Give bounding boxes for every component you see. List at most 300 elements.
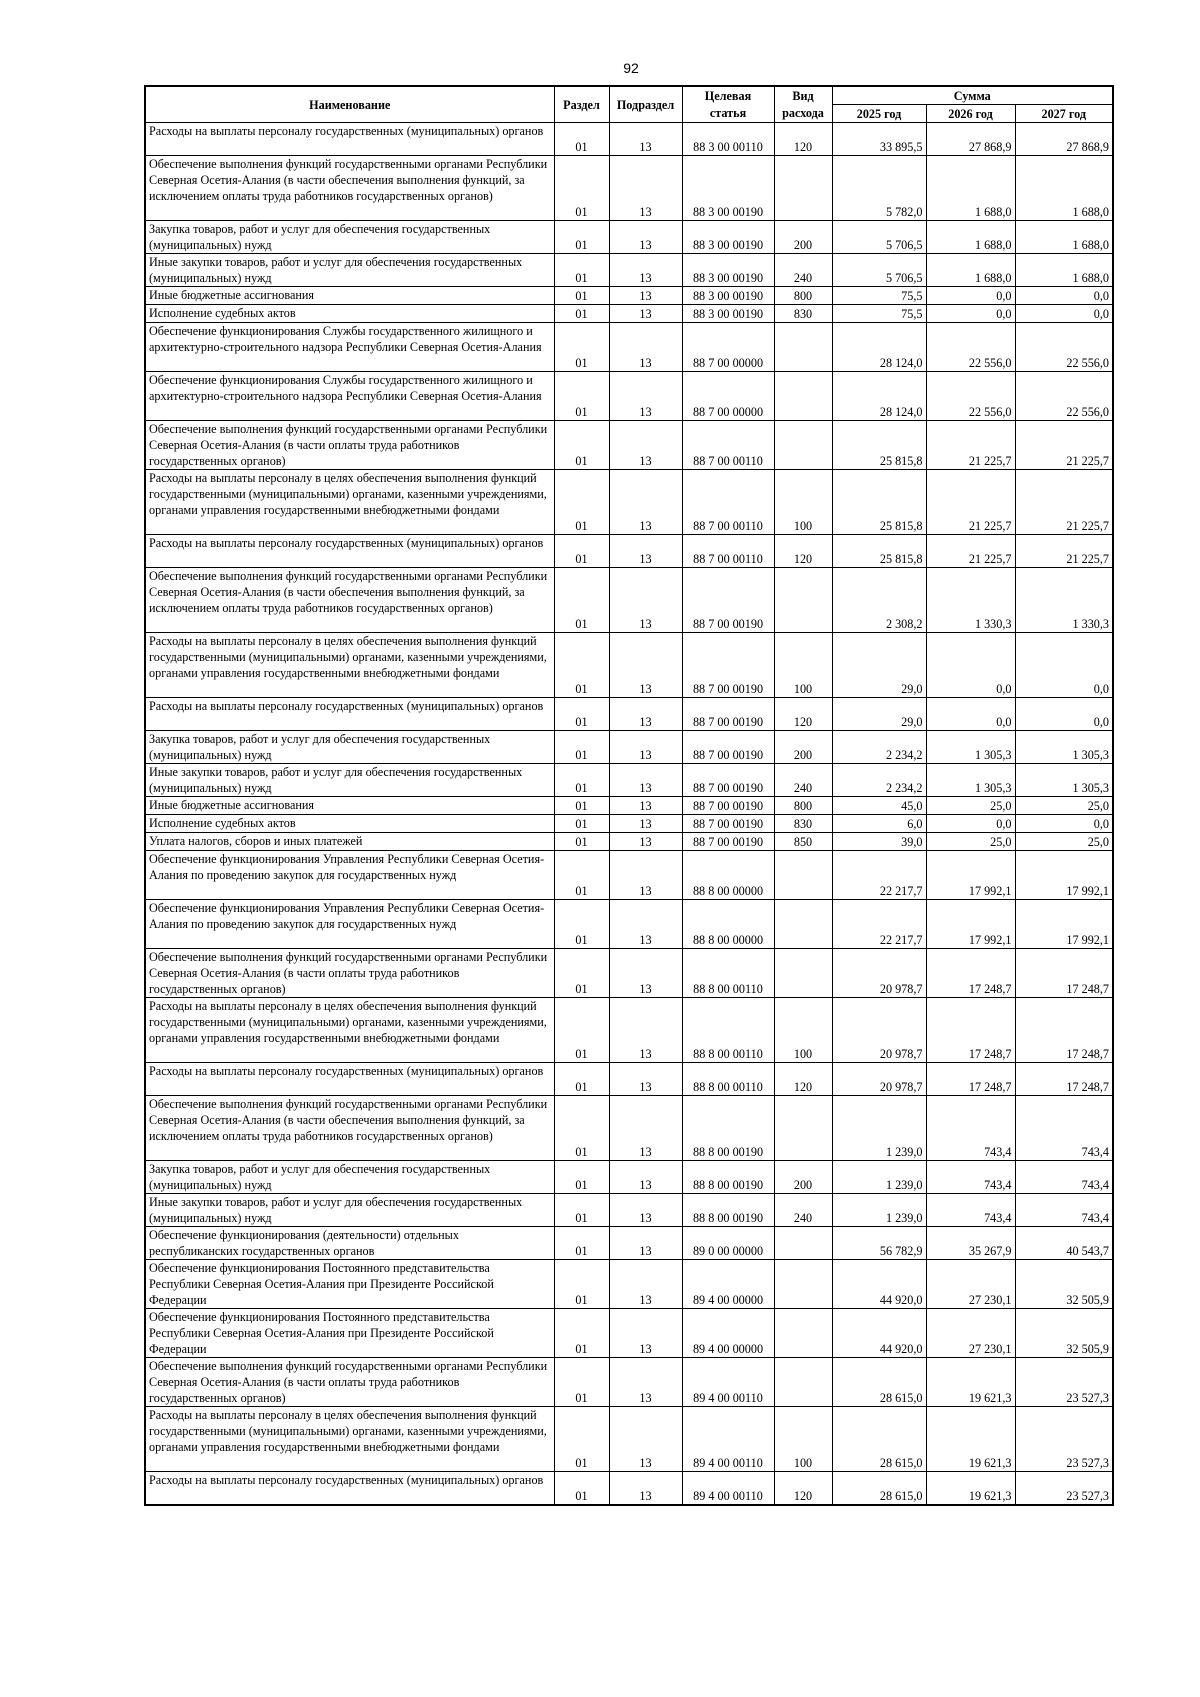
table-row: [145, 254, 1113, 287]
table-row: [145, 568, 1113, 633]
cell-subsection: 13: [609, 1227, 682, 1260]
cell-sum-2025: 6,0: [832, 815, 926, 833]
cell-subsection: 13: [609, 815, 682, 833]
cell-expense-type: 240: [774, 1194, 832, 1227]
cell-target-article: 88 7 00 00190: [682, 815, 774, 833]
cell-target-article: 88 7 00 00000: [682, 323, 774, 372]
cell-sum-2025: 56 782,9: [832, 1227, 926, 1260]
header-expense-type: Вид расхода: [774, 86, 832, 123]
cell-section: 01: [554, 949, 609, 998]
table-body: [145, 123, 1113, 1506]
cell-name: Иные бюджетные ассигнования: [145, 287, 554, 305]
cell-sum-2027: 32 505,9: [1015, 1260, 1113, 1309]
cell-section: 01: [554, 156, 609, 221]
cell-name: Иные бюджетные ассигнования: [145, 797, 554, 815]
cell-sum-2027: 23 527,3: [1015, 1472, 1113, 1506]
cell-sum-2027: 25,0: [1015, 797, 1113, 815]
cell-target-article: 88 8 00 00110: [682, 998, 774, 1063]
cell-sum-2027: 0,0: [1015, 633, 1113, 698]
cell-sum-2025: 22 217,7: [832, 851, 926, 900]
table-row: [145, 1194, 1113, 1227]
cell-sum-2025: 75,5: [832, 305, 926, 323]
cell-subsection: 13: [609, 1472, 682, 1506]
cell-sum-2026: 1 330,3: [926, 568, 1015, 633]
cell-name: Обеспечение функционирования Управления Республики Северная Осетия-Алания по проведению закупок для государственных нужд: [145, 900, 554, 949]
cell-sum-2027: 0,0: [1015, 815, 1113, 833]
cell-sum-2025: 25 815,8: [832, 421, 926, 470]
cell-sum-2025: 20 978,7: [832, 1063, 926, 1096]
header-subsection: Подраздел: [609, 86, 682, 123]
cell-sum-2027: 1 688,0: [1015, 221, 1113, 254]
cell-sum-2027: 17 992,1: [1015, 900, 1113, 949]
cell-sum-2025: 1 239,0: [832, 1096, 926, 1161]
cell-expense-type: [774, 156, 832, 221]
cell-name: Иные закупки товаров, работ и услуг для обеспечения государственных (муниципальных) нужд: [145, 1194, 554, 1227]
cell-sum-2026: 743,4: [926, 1096, 1015, 1161]
cell-expense-type: 100: [774, 470, 832, 535]
cell-sum-2026: 17 992,1: [926, 851, 1015, 900]
cell-name: Обеспечение выполнения функций государственными органами Республики Северная Осетия-Алания (в части оплаты труда работников государственных органов): [145, 949, 554, 998]
cell-sum-2026: 22 556,0: [926, 323, 1015, 372]
cell-subsection: 13: [609, 731, 682, 764]
cell-target-article: 88 7 00 00190: [682, 731, 774, 764]
cell-target-article: 89 4 00 00000: [682, 1260, 774, 1309]
cell-sum-2025: 25 815,8: [832, 535, 926, 568]
cell-name: Закупка товаров, работ и услуг для обеспечения государственных (муниципальных) нужд: [145, 731, 554, 764]
table-row: [145, 949, 1113, 998]
cell-sum-2025: 44 920,0: [832, 1260, 926, 1309]
header-name: Наименование: [145, 86, 554, 123]
cell-expense-type: 100: [774, 633, 832, 698]
cell-sum-2027: 27 868,9: [1015, 123, 1113, 156]
cell-target-article: 88 8 00 00190: [682, 1096, 774, 1161]
cell-expense-type: 120: [774, 123, 832, 156]
cell-target-article: 89 4 00 00110: [682, 1407, 774, 1472]
cell-subsection: 13: [609, 1161, 682, 1194]
header-year-2026: 2026 год: [926, 105, 1015, 123]
cell-subsection: 13: [609, 254, 682, 287]
cell-name: Обеспечение выполнения функций государственными органами Республики Северная Осетия-Алания (в части обеспечения выполнения функций, за исключением оплаты труда работников государственных органов): [145, 1096, 554, 1161]
cell-target-article: 88 8 00 00000: [682, 851, 774, 900]
cell-section: 01: [554, 731, 609, 764]
cell-section: 01: [554, 1063, 609, 1096]
cell-sum-2025: 20 978,7: [832, 998, 926, 1063]
cell-sum-2026: 0,0: [926, 305, 1015, 323]
cell-sum-2025: 29,0: [832, 698, 926, 731]
cell-target-article: 88 7 00 00190: [682, 698, 774, 731]
cell-subsection: 13: [609, 568, 682, 633]
table-row: [145, 731, 1113, 764]
table-row: [145, 900, 1113, 949]
cell-sum-2026: 19 621,3: [926, 1407, 1015, 1472]
cell-expense-type: [774, 1309, 832, 1358]
cell-sum-2027: 1 688,0: [1015, 254, 1113, 287]
cell-subsection: 13: [609, 1096, 682, 1161]
cell-section: 01: [554, 833, 609, 851]
cell-sum-2025: 2 308,2: [832, 568, 926, 633]
cell-subsection: 13: [609, 372, 682, 421]
cell-name: Исполнение судебных актов: [145, 305, 554, 323]
cell-expense-type: 240: [774, 764, 832, 797]
cell-sum-2027: 0,0: [1015, 305, 1113, 323]
cell-sum-2025: 5 706,5: [832, 221, 926, 254]
cell-name: Иные закупки товаров, работ и услуг для обеспечения государственных (муниципальных) нужд: [145, 764, 554, 797]
cell-expense-type: 830: [774, 305, 832, 323]
cell-subsection: 13: [609, 323, 682, 372]
cell-sum-2026: 21 225,7: [926, 535, 1015, 568]
cell-subsection: 13: [609, 421, 682, 470]
cell-name: Закупка товаров, работ и услуг для обеспечения государственных (муниципальных) нужд: [145, 221, 554, 254]
cell-sum-2026: 1 688,0: [926, 254, 1015, 287]
cell-section: 01: [554, 568, 609, 633]
cell-sum-2025: 28 615,0: [832, 1407, 926, 1472]
cell-subsection: 13: [609, 305, 682, 323]
cell-section: 01: [554, 1260, 609, 1309]
cell-section: 01: [554, 1096, 609, 1161]
table-row: [145, 797, 1113, 815]
cell-sum-2025: 1 239,0: [832, 1161, 926, 1194]
cell-expense-type: [774, 1358, 832, 1407]
cell-subsection: 13: [609, 698, 682, 731]
cell-expense-type: 200: [774, 731, 832, 764]
cell-expense-type: [774, 1096, 832, 1161]
cell-sum-2026: 21 225,7: [926, 421, 1015, 470]
cell-name: Обеспечение функционирования Службы государственного жилищного и архитектурно-строительного надзора Республики Северная Осетия-Алания: [145, 323, 554, 372]
cell-expense-type: [774, 1260, 832, 1309]
table-row: [145, 1358, 1113, 1407]
cell-section: 01: [554, 1407, 609, 1472]
cell-sum-2027: 23 527,3: [1015, 1407, 1113, 1472]
cell-name: Расходы на выплаты персоналу государственных (муниципальных) органов: [145, 698, 554, 731]
cell-subsection: 13: [609, 998, 682, 1063]
cell-name: Исполнение судебных актов: [145, 815, 554, 833]
table-row: [145, 1260, 1113, 1309]
cell-section: 01: [554, 372, 609, 421]
cell-target-article: 88 7 00 00110: [682, 535, 774, 568]
cell-sum-2025: 20 978,7: [832, 949, 926, 998]
table-row: [145, 421, 1113, 470]
cell-sum-2026: 1 305,3: [926, 764, 1015, 797]
cell-sum-2026: 0,0: [926, 287, 1015, 305]
cell-target-article: 89 4 00 00000: [682, 1309, 774, 1358]
cell-sum-2027: 743,4: [1015, 1194, 1113, 1227]
header-year-2025: 2025 год: [832, 105, 926, 123]
cell-sum-2025: 2 234,2: [832, 764, 926, 797]
cell-name: Расходы на выплаты персоналу государственных (муниципальных) органов: [145, 123, 554, 156]
cell-sum-2025: 29,0: [832, 633, 926, 698]
cell-section: 01: [554, 698, 609, 731]
table-row: [145, 535, 1113, 568]
table-row: [145, 123, 1113, 156]
cell-sum-2025: 5 706,5: [832, 254, 926, 287]
cell-target-article: 89 0 00 00000: [682, 1227, 774, 1260]
cell-target-article: 88 3 00 00190: [682, 221, 774, 254]
cell-target-article: 88 7 00 00190: [682, 568, 774, 633]
table-row: [145, 305, 1113, 323]
cell-section: 01: [554, 1309, 609, 1358]
table-row: [145, 1227, 1113, 1260]
cell-target-article: 88 7 00 00190: [682, 833, 774, 851]
cell-subsection: 13: [609, 156, 682, 221]
cell-subsection: 13: [609, 851, 682, 900]
cell-sum-2025: 5 782,0: [832, 156, 926, 221]
cell-sum-2026: 743,4: [926, 1161, 1015, 1194]
cell-sum-2026: 25,0: [926, 833, 1015, 851]
cell-sum-2027: 0,0: [1015, 287, 1113, 305]
cell-target-article: 88 8 00 00190: [682, 1194, 774, 1227]
cell-name: Расходы на выплаты персоналу государственных (муниципальных) органов: [145, 535, 554, 568]
cell-sum-2026: 19 621,3: [926, 1358, 1015, 1407]
cell-expense-type: 120: [774, 1063, 832, 1096]
budget-table: [144, 85, 1114, 1506]
cell-sum-2027: 17 248,7: [1015, 998, 1113, 1063]
cell-expense-type: [774, 421, 832, 470]
cell-section: 01: [554, 305, 609, 323]
cell-expense-type: 100: [774, 1407, 832, 1472]
table-row: [145, 833, 1113, 851]
cell-name: Обеспечение функционирования Постоянного представительства Республики Северная Осетия-Алания при Президенте Российской Федерации: [145, 1260, 554, 1309]
cell-name: Уплата налогов, сборов и иных платежей: [145, 833, 554, 851]
cell-sum-2026: 17 992,1: [926, 900, 1015, 949]
cell-sum-2026: 0,0: [926, 698, 1015, 731]
cell-subsection: 13: [609, 1358, 682, 1407]
cell-expense-type: [774, 1227, 832, 1260]
table-row: [145, 156, 1113, 221]
cell-sum-2025: 25 815,8: [832, 470, 926, 535]
cell-target-article: 89 4 00 00110: [682, 1358, 774, 1407]
cell-sum-2027: 23 527,3: [1015, 1358, 1113, 1407]
cell-subsection: 13: [609, 633, 682, 698]
cell-target-article: 88 3 00 00190: [682, 156, 774, 221]
cell-section: 01: [554, 470, 609, 535]
cell-target-article: 88 8 00 00110: [682, 1063, 774, 1096]
cell-subsection: 13: [609, 123, 682, 156]
cell-sum-2027: 25,0: [1015, 833, 1113, 851]
cell-subsection: 13: [609, 900, 682, 949]
cell-section: 01: [554, 998, 609, 1063]
cell-subsection: 13: [609, 287, 682, 305]
cell-sum-2027: 21 225,7: [1015, 470, 1113, 535]
cell-subsection: 13: [609, 221, 682, 254]
header-year-2027: 2027 год: [1015, 105, 1113, 123]
header-target-article: Целевая статья: [682, 86, 774, 123]
cell-target-article: 88 8 00 00110: [682, 949, 774, 998]
cell-subsection: 13: [609, 833, 682, 851]
cell-sum-2026: 743,4: [926, 1194, 1015, 1227]
table-row: [145, 1472, 1113, 1506]
cell-expense-type: [774, 900, 832, 949]
cell-expense-type: [774, 323, 832, 372]
cell-section: 01: [554, 535, 609, 568]
cell-sum-2027: 22 556,0: [1015, 323, 1113, 372]
cell-sum-2026: 19 621,3: [926, 1472, 1015, 1506]
cell-sum-2025: 28 124,0: [832, 372, 926, 421]
cell-expense-type: 200: [774, 221, 832, 254]
cell-sum-2026: 27 868,9: [926, 123, 1015, 156]
cell-name: Обеспечение функционирования (деятельности) отдельных республиканских государственных органов: [145, 1227, 554, 1260]
cell-sum-2027: 32 505,9: [1015, 1309, 1113, 1358]
cell-target-article: 88 3 00 00190: [682, 287, 774, 305]
cell-section: 01: [554, 287, 609, 305]
cell-sum-2026: 25,0: [926, 797, 1015, 815]
cell-name: Обеспечение функционирования Постоянного представительства Республики Северная Осетия-Алания при Президенте Российской Федерации: [145, 1309, 554, 1358]
cell-sum-2026: 0,0: [926, 815, 1015, 833]
cell-name: Расходы на выплаты персоналу государственных (муниципальных) органов: [145, 1472, 554, 1506]
cell-sum-2025: 1 239,0: [832, 1194, 926, 1227]
cell-sum-2027: 743,4: [1015, 1161, 1113, 1194]
table-row: [145, 323, 1113, 372]
cell-sum-2026: 1 305,3: [926, 731, 1015, 764]
cell-sum-2025: 2 234,2: [832, 731, 926, 764]
cell-expense-type: 120: [774, 698, 832, 731]
cell-sum-2026: 35 267,9: [926, 1227, 1015, 1260]
cell-sum-2026: 17 248,7: [926, 998, 1015, 1063]
table-row: [145, 851, 1113, 900]
table-row: [145, 1063, 1113, 1096]
cell-subsection: 13: [609, 764, 682, 797]
cell-section: 01: [554, 815, 609, 833]
cell-expense-type: 240: [774, 254, 832, 287]
table-row: [145, 1309, 1113, 1358]
cell-subsection: 13: [609, 1194, 682, 1227]
cell-sum-2027: 0,0: [1015, 698, 1113, 731]
cell-target-article: 88 3 00 00190: [682, 254, 774, 287]
cell-sum-2025: 28 615,0: [832, 1358, 926, 1407]
cell-subsection: 13: [609, 470, 682, 535]
cell-target-article: 88 8 00 00000: [682, 900, 774, 949]
cell-sum-2025: 28 124,0: [832, 323, 926, 372]
cell-target-article: 88 7 00 00190: [682, 797, 774, 815]
cell-section: 01: [554, 254, 609, 287]
table-row: [145, 998, 1113, 1063]
cell-expense-type: 800: [774, 287, 832, 305]
cell-subsection: 13: [609, 1407, 682, 1472]
cell-sum-2026: 27 230,1: [926, 1260, 1015, 1309]
cell-expense-type: 800: [774, 797, 832, 815]
cell-sum-2026: 22 556,0: [926, 372, 1015, 421]
cell-target-article: 88 3 00 00190: [682, 305, 774, 323]
cell-sum-2025: 39,0: [832, 833, 926, 851]
cell-expense-type: [774, 372, 832, 421]
cell-expense-type: 120: [774, 535, 832, 568]
cell-subsection: 13: [609, 797, 682, 815]
cell-sum-2027: 22 556,0: [1015, 372, 1113, 421]
cell-sum-2027: 17 248,7: [1015, 1063, 1113, 1096]
cell-name: Закупка товаров, работ и услуг для обеспечения государственных (муниципальных) нужд: [145, 1161, 554, 1194]
cell-subsection: 13: [609, 1063, 682, 1096]
cell-section: 01: [554, 764, 609, 797]
cell-sum-2026: 0,0: [926, 633, 1015, 698]
cell-section: 01: [554, 633, 609, 698]
cell-name: Обеспечение выполнения функций государственными органами Республики Северная Осетия-Алания (в части обеспечения выполнения функций, за исключением оплаты труда работников государственных органов): [145, 156, 554, 221]
cell-section: 01: [554, 1227, 609, 1260]
cell-name: Расходы на выплаты персоналу государственных (муниципальных) органов: [145, 1063, 554, 1096]
cell-sum-2026: 27 230,1: [926, 1309, 1015, 1358]
cell-target-article: 88 8 00 00190: [682, 1161, 774, 1194]
cell-target-article: 88 7 00 00000: [682, 372, 774, 421]
cell-sum-2027: 743,4: [1015, 1096, 1113, 1161]
cell-expense-type: 200: [774, 1161, 832, 1194]
cell-sum-2027: 17 992,1: [1015, 851, 1113, 900]
cell-expense-type: [774, 851, 832, 900]
cell-target-article: 88 7 00 00110: [682, 421, 774, 470]
cell-name: Иные закупки товаров, работ и услуг для обеспечения государственных (муниципальных) нужд: [145, 254, 554, 287]
page-number: 92: [623, 60, 639, 76]
cell-section: 01: [554, 900, 609, 949]
cell-target-article: 88 7 00 00190: [682, 633, 774, 698]
cell-sum-2027: 1 305,3: [1015, 764, 1113, 797]
cell-sum-2027: 21 225,7: [1015, 421, 1113, 470]
table-row: [145, 698, 1113, 731]
table-row: [145, 1407, 1113, 1472]
cell-name: Расходы на выплаты персоналу в целях обеспечения выполнения функций государственными (муниципальными) органами, казенными учреждениями, органами управления государственными внебюджетными фондами: [145, 1407, 554, 1472]
cell-sum-2027: 1 330,3: [1015, 568, 1113, 633]
cell-section: 01: [554, 1194, 609, 1227]
cell-sum-2025: 33 895,5: [832, 123, 926, 156]
cell-subsection: 13: [609, 949, 682, 998]
cell-expense-type: [774, 568, 832, 633]
cell-subsection: 13: [609, 1309, 682, 1358]
cell-expense-type: 120: [774, 1472, 832, 1506]
cell-expense-type: 100: [774, 998, 832, 1063]
table-row: [145, 287, 1113, 305]
cell-sum-2025: 22 217,7: [832, 900, 926, 949]
cell-expense-type: [774, 949, 832, 998]
table-row: [145, 633, 1113, 698]
table-row: [145, 764, 1113, 797]
cell-sum-2026: 17 248,7: [926, 949, 1015, 998]
cell-name: Обеспечение выполнения функций государственными органами Республики Северная Осетия-Алания (в части оплаты труда работников государственных органов): [145, 1358, 554, 1407]
cell-name: Обеспечение выполнения функций государственными органами Республики Северная Осетия-Алания (в части оплаты труда работников государственных органов): [145, 421, 554, 470]
cell-sum-2025: 45,0: [832, 797, 926, 815]
cell-name: Расходы на выплаты персоналу в целях обеспечения выполнения функций государственными (муниципальными) органами, казенными учреждениями, органами управления государственными внебюджетными фондами: [145, 998, 554, 1063]
cell-section: 01: [554, 323, 609, 372]
cell-section: 01: [554, 1161, 609, 1194]
cell-section: 01: [554, 421, 609, 470]
cell-subsection: 13: [609, 535, 682, 568]
cell-expense-type: 850: [774, 833, 832, 851]
cell-sum-2026: 17 248,7: [926, 1063, 1015, 1096]
cell-sum-2025: 44 920,0: [832, 1309, 926, 1358]
table-row: [145, 815, 1113, 833]
cell-section: 01: [554, 123, 609, 156]
cell-target-article: 88 7 00 00190: [682, 764, 774, 797]
cell-sum-2027: 17 248,7: [1015, 949, 1113, 998]
table-row: [145, 1096, 1113, 1161]
table-row: [145, 470, 1113, 535]
cell-section: 01: [554, 221, 609, 254]
cell-section: 01: [554, 797, 609, 815]
cell-sum-2026: 1 688,0: [926, 221, 1015, 254]
cell-name: Обеспечение функционирования Управления Республики Северная Осетия-Алания по проведению закупок для государственных нужд: [145, 851, 554, 900]
cell-name: Обеспечение выполнения функций государственными органами Республики Северная Осетия-Алания (в части обеспечения выполнения функций, за исключением оплаты труда работников государственных органов): [145, 568, 554, 633]
cell-subsection: 13: [609, 1260, 682, 1309]
header-section: Раздел: [554, 86, 609, 123]
cell-sum-2027: 21 225,7: [1015, 535, 1113, 568]
cell-name: Расходы на выплаты персоналу в целях обеспечения выполнения функций государственными (муниципальными) органами, казенными учреждениями, органами управления государственными внебюджетными фондами: [145, 633, 554, 698]
cell-expense-type: 830: [774, 815, 832, 833]
cell-sum-2026: 21 225,7: [926, 470, 1015, 535]
cell-sum-2027: 40 543,7: [1015, 1227, 1113, 1260]
table-row: [145, 1161, 1113, 1194]
cell-target-article: 88 3 00 00110: [682, 123, 774, 156]
cell-sum-2027: 1 305,3: [1015, 731, 1113, 764]
table-row: [145, 221, 1113, 254]
cell-sum-2025: 75,5: [832, 287, 926, 305]
table-row: [145, 372, 1113, 421]
cell-target-article: 89 4 00 00110: [682, 1472, 774, 1506]
header-sum: Сумма: [832, 86, 1113, 105]
